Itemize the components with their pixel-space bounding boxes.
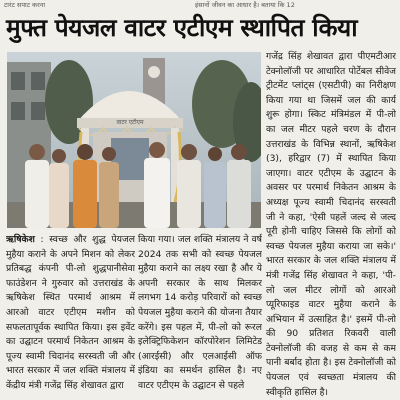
photo-banner-text: वाटर एटीएम [116, 119, 144, 126]
article-col-right: गजेंद्र सिंह शेखावत द्वारा पीएमटीआर टेक्नोलॉजी पर आधारित पोर्टेबल सीवेज ट्रीटमेंट प्लांट्स (एसटीपी) का निरीक्षण किया गया था जिसमें जल की कार्य शुरू होगा। स्किट मंत्रिमंडल में पी-लो का जल मीटर पहले चरण के दौरान उत्तराखंड के विभिन्न स्थानों, ऋषिकेश (3), हरिद्वार (7) में स्थापित किया जाएगा। वाटर एटीएम के उद्घाटन के अवसर पर परमार्थ निकेतन आश्रम के अध्यक्ष पूज्य स्वामी चिदानंद सरस्वती जी ने कहा, 'ऐसी पहलें जल्द से जल्द पूरी होनी चाहिए जिससे कि लोगों को स्वच्छ पेयजल मुहैया कराया जा सके।' भारत सरकार के जल शक्ति मंत्रालय में मंत्री गजेंद्र सिंह शेखावत ने कहा, 'पी-लो जल मीटर लोगों को आरओ प्यूरिफाइड वाटर मुहैया कराने के अभियान में उत्साहित है।' इसमें पी-लो की 90 प्रतिशत रिकवरी वाली टेक्नोलॉजी की वजह से कम से कम पानी बर्बाद होता है। इस टेक्नोलॉजी को पेयजल एवं स्वच्छता मंत्रालय की स्वीकृति हासिल है। [266, 51, 396, 398]
headline: मुफ्त पेयजल वाटर एटीएम स्थापित किया [6, 13, 358, 42]
news-photo [7, 52, 261, 228]
article-lead [6, 233, 135, 394]
dateline: ऋषिकेश [6, 234, 35, 245]
column-bottom-2 [138, 233, 262, 398]
top-strip-left: टारंट सपाट करना [4, 1, 46, 9]
top-strip-right: इंसानों जीवन का आधार है। बताया कि 12 [195, 1, 295, 9]
lead-text: : स्वच्छ और शुद्ध पेयजल मुहैया कराने के अपने मिशन को लेकर प्रतिबद्ध कंपनी पी-लो शुद्धपानीसेवा फाउंडेशन ने गुरुवार को उत्तराखंड के ऋषिकेश स्थित परमार्थ आश्रम में आरओ वाटर एटीएम मशीन को सफलतापूर्वक स्थापित किया। इस इवेंट का उद्घाटन परमार्थ निकेतन आश्रम के पूज्य स्वामी चिदानंद सरस्वती जी और भारत सरकार में जल शक्ति मंत्रालय में केंद्रीय मंत्री गजेंद्र सिंह शेखावत द्वारा [6, 234, 135, 391]
column-right-top [266, 50, 396, 398]
article-col2: किया गया। जल शक्ति मंत्रालय ने वर्ष 2024 तक सभी को स्वच्छ पेयजल मुहैया कराने का लक्ष्य रखा है और ये अपनी सरकार के साथ मिलकर लगभग 14 करोड़ परिवारों को स्वच्छ पेयजल मुहैया कराने की योजना तैयार करेंगे। इस पहल में, पी-लो को रूरल इलेक्ट्रिफिकेशन कॉरपोरेशन लिमिटेड (आरईसी) और एलआईसी ऑफ इंडिया का समर्थन हासिल है। नए वाटर एटीएम के उद्घाटन से पहले [138, 234, 262, 391]
column-bottom-1 [6, 233, 135, 398]
